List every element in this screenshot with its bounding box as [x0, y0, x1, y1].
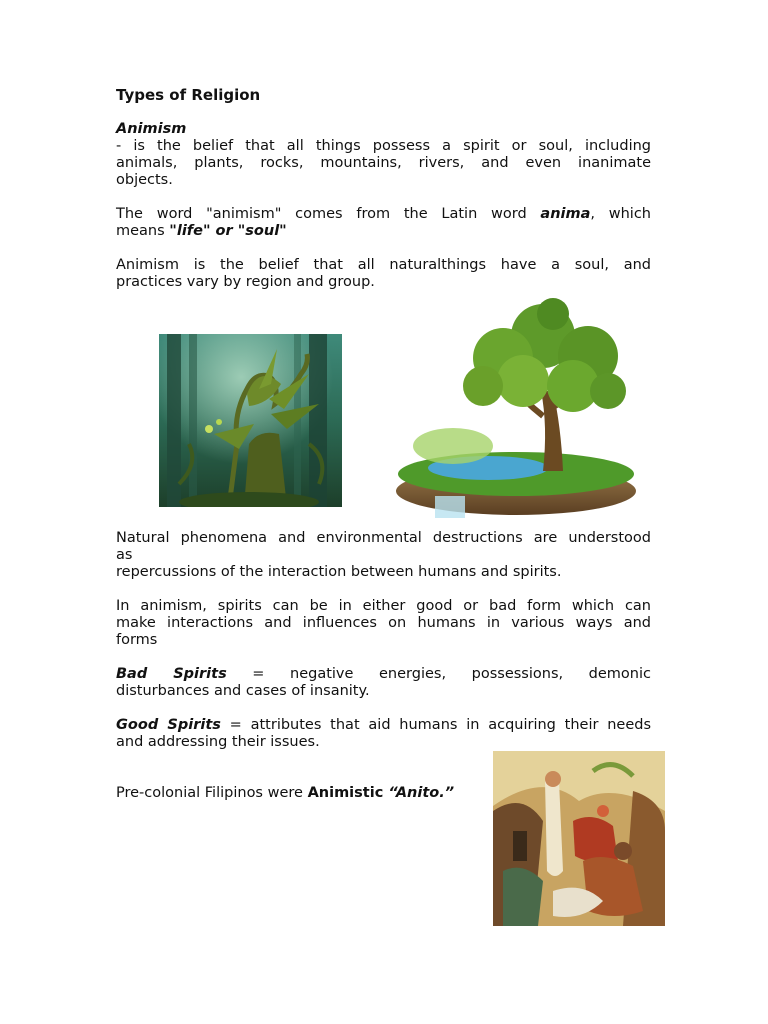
- word-origin-line-2: [116, 223, 651, 240]
- forest-spirit-image: [159, 334, 342, 507]
- good-spirits-label: Good Spirits: [116, 717, 221, 733]
- anito-painting-image: [493, 751, 665, 926]
- bad-spirits-line-2: disturbances and cases of insanity.: [116, 683, 370, 699]
- good-spirits-line-2: and addressing their issues.: [116, 734, 320, 750]
- page-title: Types of Religion: [116, 86, 261, 104]
- phenomena-line-2: as: [116, 547, 133, 563]
- good-spirits-line-1: [116, 717, 651, 734]
- bad-spirits-line-1: [116, 666, 651, 683]
- anima-term: anima: [540, 206, 591, 222]
- bad-spirits-label: Bad Spirits: [116, 666, 227, 682]
- spirits-line-2: make interactions and influences on humans in various ways and: [116, 615, 651, 631]
- word-origin-line-1: [116, 206, 651, 223]
- or-text: " or ": [202, 223, 246, 239]
- pre-colonial-line: [116, 785, 496, 802]
- phenomena-line-3: repercussions of the interaction between humans and spirits.: [116, 564, 562, 580]
- good-spirits-text: = attributes that aid humans in acquiring their needs: [220, 717, 652, 733]
- tree-island-image: [393, 296, 639, 530]
- animism-heading: Animism: [116, 121, 187, 137]
- means-text: means: [116, 223, 170, 239]
- definition-line-3: objects.: [116, 172, 173, 188]
- quote-mark-end: ": [279, 223, 287, 239]
- belief-line-2: practices vary by region and group.: [116, 274, 375, 290]
- bad-spirits-text: = negative energies, possessions, demonic: [226, 666, 651, 682]
- pre-colonial-text: Pre-colonial Filipinos were: [116, 785, 308, 801]
- soul-term: soul: [245, 223, 280, 239]
- word-origin-text: The word "animism" comes from the Latin word: [116, 206, 541, 222]
- life-term: life: [176, 223, 203, 239]
- definition-line-2: animals, plants, rocks, mountains, rivers, and even inanimate: [116, 155, 651, 171]
- anito-term: “Anito.”: [388, 785, 455, 801]
- word-origin-text-end: , which: [590, 206, 651, 222]
- spirits-line-3: forms: [116, 632, 158, 648]
- quote-mark: ": [169, 223, 177, 239]
- phenomena-line-1: Natural phenomena and environmental destructions are understood: [116, 530, 651, 546]
- belief-line-1: Animism is the belief that all naturalthings have a soul, and: [116, 257, 651, 273]
- animistic-term: Animistic: [307, 785, 389, 801]
- definition-line-1: - is the belief that all things possess a spirit or soul, including: [116, 138, 651, 154]
- spirits-line-1: In animism, spirits can be in either good or bad form which can: [116, 598, 651, 614]
